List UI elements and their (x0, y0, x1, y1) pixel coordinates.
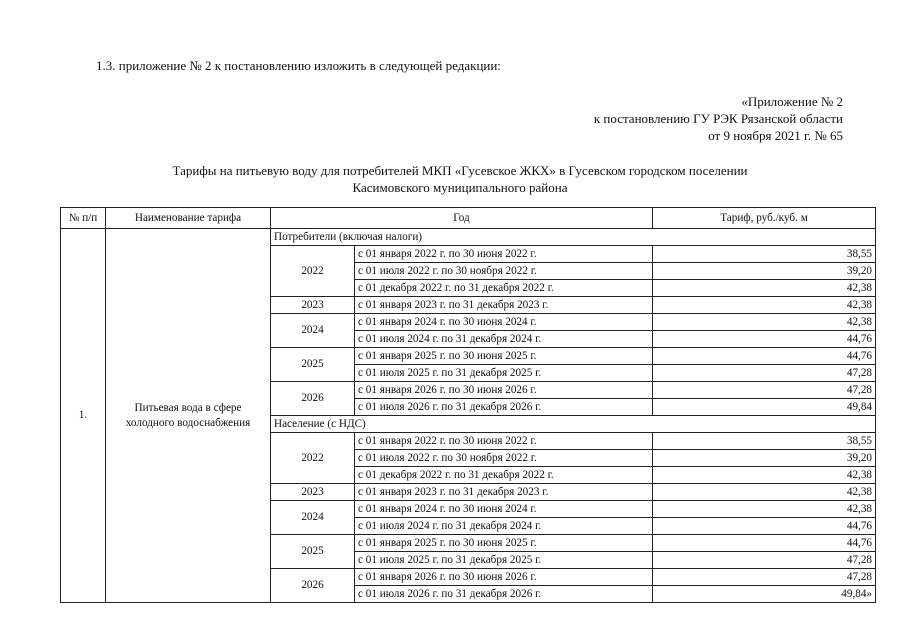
tariff-value-cell: 42,38 (653, 467, 876, 484)
year-cell: 2026 (271, 569, 355, 603)
tariff-value-cell: 44,76 (653, 348, 876, 365)
period-cell: с 01 декабря 2022 г. по 31 декабря 2022 г. (355, 280, 653, 297)
tariff-value-cell: 42,38 (653, 297, 876, 314)
tariff-table-body (61, 229, 876, 603)
year-cell: 2025 (271, 348, 355, 382)
tariff-name: Питьевая вода в сфере холодного водоснабжения (106, 229, 271, 603)
period-cell: с 01 декабря 2022 г. по 31 декабря 2022 г. (355, 467, 653, 484)
title-line-1: Тарифы на питьевую воду для потребителей МКП «Гусевское ЖКХ» в Гусевском городском поселении (172, 163, 748, 178)
header-number: № п/п (61, 208, 106, 229)
period-cell: с 01 января 2023 г. по 31 декабря 2023 г. (355, 297, 653, 314)
tariff-value-cell: 42,38 (653, 314, 876, 331)
period-cell: с 01 января 2026 г. по 30 июня 2026 г. (355, 382, 653, 399)
year-cell: 2024 (271, 501, 355, 535)
period-cell: с 01 июля 2025 г. по 31 декабря 2025 г. (355, 552, 653, 569)
intro-paragraph: 1.3. приложение № 2 к постановлению изложить в следующей редакции: (96, 58, 501, 73)
tariff-value-cell: 44,76 (653, 535, 876, 552)
period-cell: с 01 января 2025 г. по 30 июня 2025 г. (355, 535, 653, 552)
period-cell: с 01 июля 2026 г. по 31 декабря 2026 г. (355, 586, 653, 603)
consumer-group-label: Потребители (включая налоги) (271, 229, 876, 246)
header-tariff-name: Наименование тарифа (106, 208, 271, 229)
period-cell: с 01 января 2022 г. по 30 июня 2022 г. (355, 433, 653, 450)
tariff-value-cell: 44,76 (653, 518, 876, 535)
tariff-value-cell: 42,38 (653, 501, 876, 518)
tariff-table (60, 207, 876, 603)
period-cell: с 01 января 2022 г. по 30 июня 2022 г. (355, 246, 653, 263)
document-title (60, 162, 860, 196)
period-cell: с 01 июля 2025 г. по 31 декабря 2025 г. (355, 365, 653, 382)
year-cell: 2022 (271, 246, 355, 297)
period-cell: с 01 июля 2026 г. по 31 декабря 2026 г. (355, 399, 653, 416)
tariff-value-cell: 42,38 (653, 484, 876, 501)
period-cell: с 01 января 2026 г. по 30 июня 2026 г. (355, 569, 653, 586)
tariff-value-cell: 49,84» (653, 586, 876, 603)
title-line-2: Касимовского муниципального района (352, 180, 568, 195)
year-cell: 2023 (271, 297, 355, 314)
group-header-row (61, 229, 876, 246)
tariff-value-cell: 49,84 (653, 399, 876, 416)
year-cell: 2023 (271, 484, 355, 501)
header-year: Год (271, 208, 653, 229)
appendix-line-3: от 9 ноября 2021 г. № 65 (708, 128, 843, 143)
period-cell: с 01 июля 2024 г. по 31 декабря 2024 г. (355, 331, 653, 348)
year-cell: 2022 (271, 433, 355, 484)
tariff-value-cell: 39,20 (653, 450, 876, 467)
consumer-group-label: Население (с НДС) (271, 416, 876, 433)
period-cell: с 01 июля 2024 г. по 31 декабря 2024 г. (355, 518, 653, 535)
tariff-value-cell: 39,20 (653, 263, 876, 280)
header-tariff-value: Тариф, руб./куб. м (653, 208, 876, 229)
tariff-value-cell: 47,28 (653, 569, 876, 586)
period-cell: с 01 июля 2022 г. по 30 ноября 2022 г. (355, 263, 653, 280)
period-cell: с 01 июля 2022 г. по 30 ноября 2022 г. (355, 450, 653, 467)
appendix-line-1: «Приложение № 2 (741, 94, 843, 109)
period-cell: с 01 января 2025 г. по 30 июня 2025 г. (355, 348, 653, 365)
period-cell: с 01 января 2024 г. по 30 июня 2024 г. (355, 501, 653, 518)
table-header-row (61, 208, 876, 229)
tariff-value-cell: 38,55 (653, 433, 876, 450)
tariff-value-cell: 42,38 (653, 280, 876, 297)
tariff-value-cell: 38,55 (653, 246, 876, 263)
period-cell: с 01 января 2024 г. по 30 июня 2024 г. (355, 314, 653, 331)
row-number: 1. (61, 229, 106, 603)
tariff-value-cell: 47,28 (653, 365, 876, 382)
tariff-value-cell: 47,28 (653, 382, 876, 399)
year-cell: 2026 (271, 382, 355, 416)
period-cell: с 01 января 2023 г. по 31 декабря 2023 г. (355, 484, 653, 501)
year-cell: 2025 (271, 535, 355, 569)
tariff-value-cell: 47,28 (653, 552, 876, 569)
year-cell: 2024 (271, 314, 355, 348)
tariff-value-cell: 44,76 (653, 331, 876, 348)
appendix-reference (594, 93, 843, 144)
appendix-line-2: к постановлению ГУ РЭК Рязанской области (593, 111, 843, 126)
